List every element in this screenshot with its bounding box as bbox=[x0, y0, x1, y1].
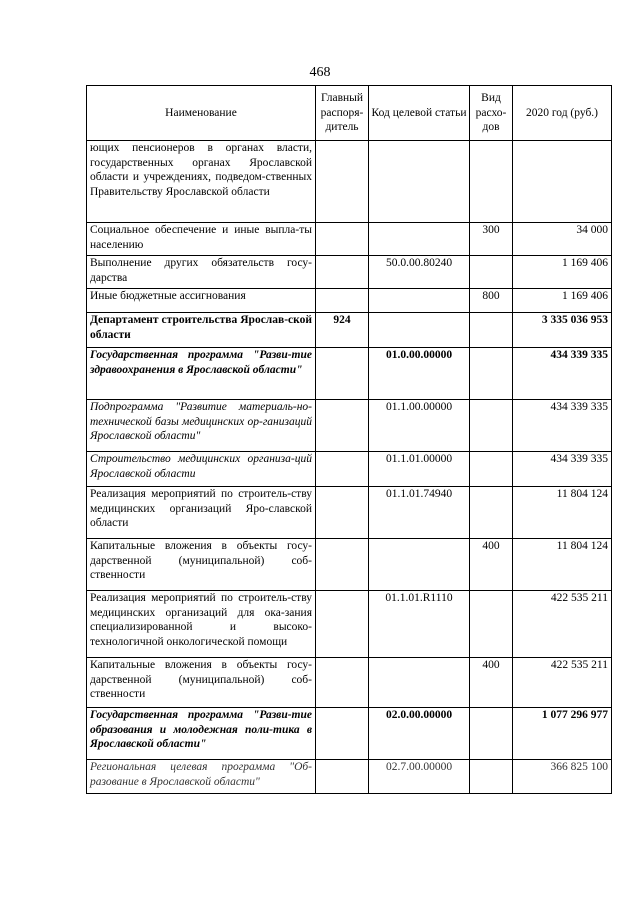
cell-code: 01.0.00.00000 bbox=[369, 348, 470, 400]
cell-code: 01.1.01.74940 bbox=[369, 487, 470, 539]
cell-admin bbox=[316, 539, 369, 591]
cell-code: 01.1.01.00000 bbox=[369, 452, 470, 487]
table-row bbox=[87, 760, 612, 794]
cell-type bbox=[470, 591, 513, 658]
cell-code: 50.0.00.80240 bbox=[369, 256, 470, 289]
header-amount: 2020 год (руб.) bbox=[513, 86, 612, 141]
header-admin: Главный распоря-дитель bbox=[316, 86, 369, 141]
cell-admin bbox=[316, 760, 369, 794]
cell-amount: 1 077 296 977 bbox=[513, 708, 612, 760]
cell-admin: 924 bbox=[316, 313, 369, 348]
cell-name: Государственная программа "Разви-тие здравоохранения в Ярославской области" bbox=[87, 348, 316, 400]
cell-code bbox=[369, 313, 470, 348]
cell-admin bbox=[316, 452, 369, 487]
cell-code bbox=[369, 658, 470, 708]
cell-name: Капитальные вложения в объекты госу-дарственной (муниципальной) соб-ственности bbox=[87, 658, 316, 708]
cell-amount: 422 535 211 bbox=[513, 591, 612, 658]
cell-name: Государственная программа "Разви-тие образования и молодежная поли-тика в Ярославской области" bbox=[87, 708, 316, 760]
budget-table bbox=[86, 85, 612, 794]
table-row bbox=[87, 223, 612, 256]
cell-type bbox=[470, 313, 513, 348]
cell-admin bbox=[316, 141, 369, 223]
cell-code: 02.7.00.00000 bbox=[369, 760, 470, 794]
cell-amount: 434 339 335 bbox=[513, 452, 612, 487]
cell-amount: 434 339 335 bbox=[513, 348, 612, 400]
cell-amount: 366 825 100 bbox=[513, 760, 612, 794]
cell-amount: 11 804 124 bbox=[513, 539, 612, 591]
header-name: Наименование bbox=[87, 86, 316, 141]
cell-name: Департамент строительства Ярослав-ской области bbox=[87, 313, 316, 348]
page-number: 468 bbox=[309, 65, 331, 80]
table-row bbox=[87, 539, 612, 591]
cell-type: 800 bbox=[470, 289, 513, 313]
cell-name: Реализация мероприятий по строитель-ству медицинских организаций Яро-славской области bbox=[87, 487, 316, 539]
cell-amount: 11 804 124 bbox=[513, 487, 612, 539]
cell-type bbox=[470, 452, 513, 487]
table-body bbox=[87, 141, 612, 794]
cell-admin bbox=[316, 591, 369, 658]
cell-name: Капитальные вложения в объекты госу-дарственной (муниципальной) соб-ственности bbox=[87, 539, 316, 591]
table-header bbox=[87, 86, 612, 141]
table-row bbox=[87, 400, 612, 452]
cell-name: Реализация мероприятий по строитель-ству медицинских организаций для ока-зания специализированной и высоко-технологичной онкологической помощи bbox=[87, 591, 316, 658]
cell-code: 01.1.00.00000 bbox=[369, 400, 470, 452]
cell-type bbox=[470, 141, 513, 223]
cell-amount: 434 339 335 bbox=[513, 400, 612, 452]
header-type: Вид расхо-дов bbox=[470, 86, 513, 141]
cell-code: 01.1.01.R1110 bbox=[369, 591, 470, 658]
cell-type bbox=[470, 487, 513, 539]
cell-type: 300 bbox=[470, 223, 513, 256]
cell-name: Строительство медицинских организа-ций Ярославской области bbox=[87, 452, 316, 487]
cell-type: 400 bbox=[470, 658, 513, 708]
cell-code bbox=[369, 141, 470, 223]
table-row bbox=[87, 141, 612, 223]
cell-code bbox=[369, 223, 470, 256]
cell-admin bbox=[316, 289, 369, 313]
cell-admin bbox=[316, 658, 369, 708]
cell-name: Социальное обеспечение и иные выпла-ты населению bbox=[87, 223, 316, 256]
cell-amount: 1 169 406 bbox=[513, 256, 612, 289]
cell-type bbox=[470, 348, 513, 400]
cell-admin bbox=[316, 223, 369, 256]
table-row bbox=[87, 452, 612, 487]
table-row bbox=[87, 487, 612, 539]
cell-admin bbox=[316, 708, 369, 760]
cell-name: ющих пенсионеров в органах власти, государственных органах Ярославской области и учреждениях, подведом-ственных Правительству Ярославской области bbox=[87, 141, 316, 223]
cell-name: Региональная целевая программа "Об-разование в Ярославской области" bbox=[87, 760, 316, 794]
cell-code: 02.0.00.00000 bbox=[369, 708, 470, 760]
cell-admin bbox=[316, 487, 369, 539]
cell-type bbox=[470, 708, 513, 760]
cell-name: Иные бюджетные ассигнования bbox=[87, 289, 316, 313]
table-row bbox=[87, 348, 612, 400]
cell-type bbox=[470, 760, 513, 794]
header-code: Код целевой статьи bbox=[369, 86, 470, 141]
cell-amount: 34 000 bbox=[513, 223, 612, 256]
cell-amount: 422 535 211 bbox=[513, 658, 612, 708]
cell-code bbox=[369, 289, 470, 313]
cell-type: 400 bbox=[470, 539, 513, 591]
table-row bbox=[87, 658, 612, 708]
table-row bbox=[87, 256, 612, 289]
cell-code bbox=[369, 539, 470, 591]
table-row bbox=[87, 289, 612, 313]
cell-name: Подпрограмма "Развитие материаль-но-технической базы медицинских ор-ганизаций Ярославской области" bbox=[87, 400, 316, 452]
cell-amount: 1 169 406 bbox=[513, 289, 612, 313]
cell-amount bbox=[513, 141, 612, 223]
cell-name: Выполнение других обязательств госу-дарства bbox=[87, 256, 316, 289]
cell-admin bbox=[316, 400, 369, 452]
table-row bbox=[87, 708, 612, 760]
cell-admin bbox=[316, 256, 369, 289]
cell-amount: 3 335 036 953 bbox=[513, 313, 612, 348]
table-row bbox=[87, 313, 612, 348]
cell-type bbox=[470, 256, 513, 289]
cell-admin bbox=[316, 348, 369, 400]
table-row bbox=[87, 591, 612, 658]
cell-type bbox=[470, 400, 513, 452]
